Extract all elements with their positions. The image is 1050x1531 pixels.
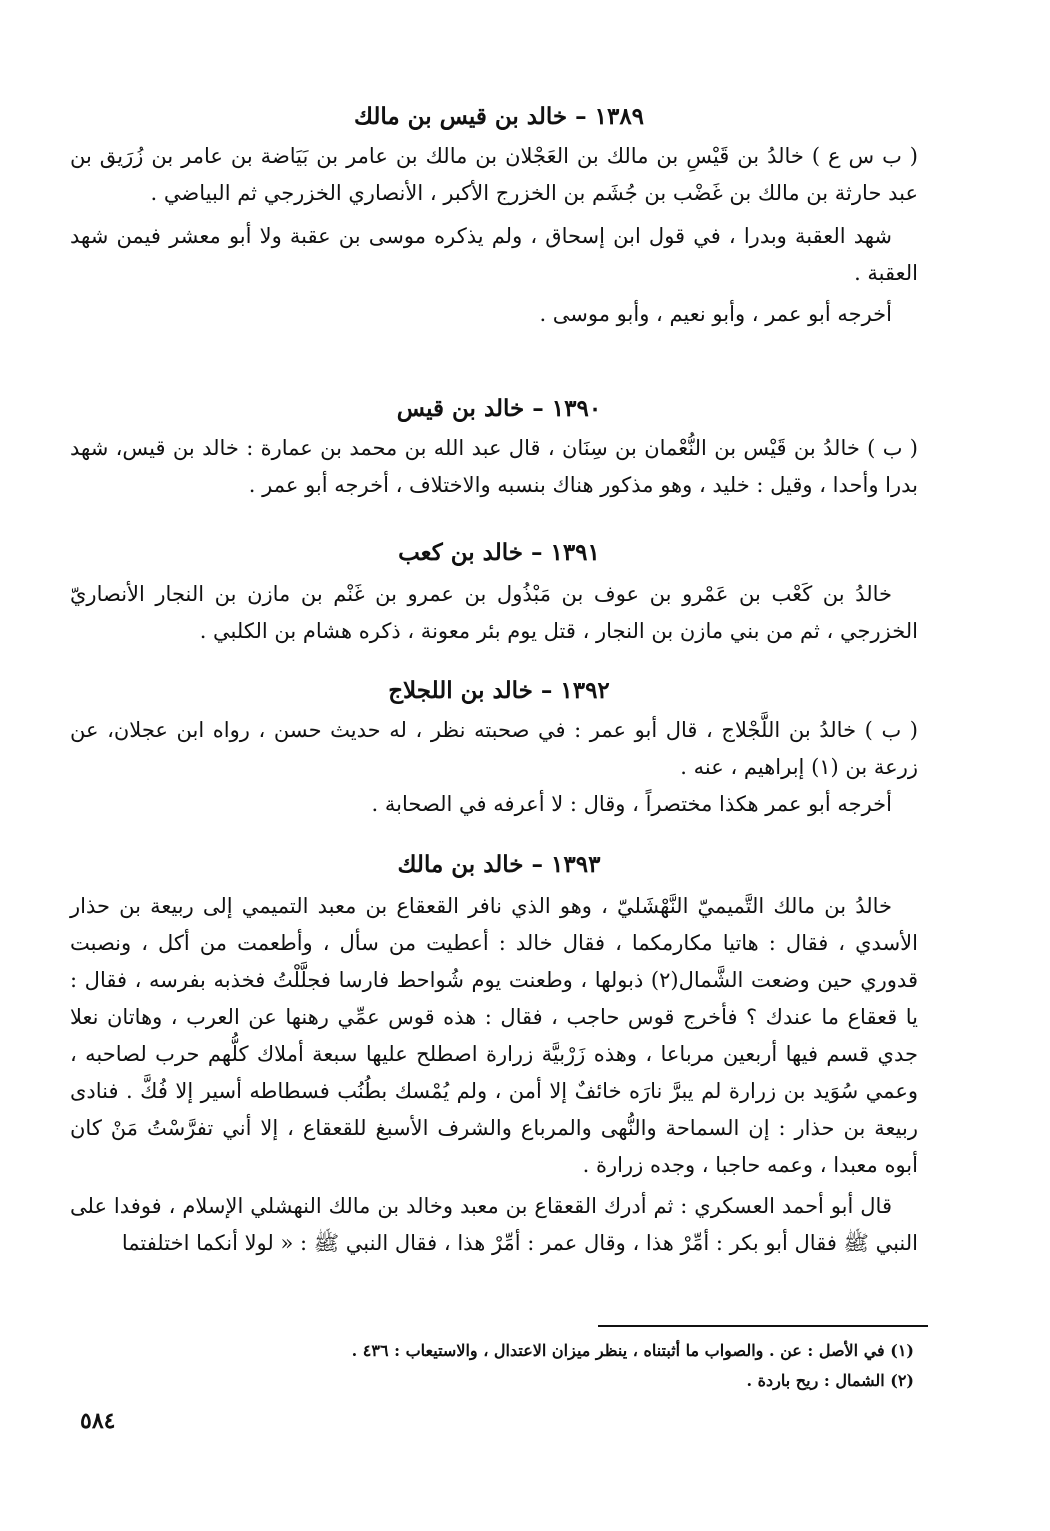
- entry-paragraph: قال أبو أحمد العسكري : ثم أدرك القعقاع بن معبد وخالد بن مالك النهشلي الإسلام ، فوفدا على النبي ﷺ فقال أبو بكر : أمِّرْ هذا ، وقال عمر : أمِّرْ هذا ، فقال النبي ﷺ : « لولا أنكما اختلفتما: [70, 1194, 918, 1255]
- entry-1389: [70, 100, 928, 333]
- footnotes: [70, 1336, 928, 1396]
- entry-1390: [70, 392, 928, 504]
- book-page: [70, 80, 928, 1480]
- footnote-divider: [598, 1325, 928, 1327]
- entry-1392: [70, 674, 928, 823]
- entry-paragraph: ( ب ) خالدُ بن قَيْس بن النُّعْمان بن سِنَان ، قال عبد الله بن محمد بن عمارة : خالد بن قيس، شهد بدرا وأحدا ، وقيل : خليد ، وهو مذكور هناك بنسبه والاختلاف ، أخرجه أبو عمر .: [70, 436, 918, 497]
- entry-1393: [70, 848, 928, 1262]
- entry-paragraph: ( ب س ع ) خالدُ بن قَيْسِ بن مالك بن العَجْلان بن مالك بن عامر بن بَيَاضة بن عامر بن زُرَيق بن عبد حارثة بن مالك بن غَضْب بن جُشَم بن الخزرج الأكبر ، الأنصاري الخزرجي ثم البياضي .: [70, 144, 918, 205]
- entry-1391: [70, 536, 928, 650]
- entry-heading: ١٣٩٣ – خالد بن مالك: [397, 851, 601, 878]
- entry-paragraph: أخرجه أبو عمر هكذا مختصراً ، وقال : لا أعرفه في الصحابة .: [371, 792, 892, 816]
- entry-heading: ١٣٩١ – خالد بن كعب: [398, 539, 600, 566]
- entry-heading: ١٣٩٢ – خالد بن اللجلاج: [388, 677, 610, 704]
- entry-paragraph: ( ب ) خالدُ بن اللَّجْلاج ، قال أبو عمر : في صحبته نظر ، له حديث حسن ، رواه ابن عجلان، عن زرعة بن (١) إبراهيم ، عنه .: [70, 718, 918, 779]
- entry-paragraph: شهد العقبة وبدرا ، في قول ابن إسحاق ، ولم يذكره موسى بن عقبة ولا أبو معشر فيمن شهد العقبة .: [70, 224, 918, 285]
- entry-heading: ١٣٩٠ – خالد بن قيس: [396, 395, 602, 422]
- footnote: (١) في الأصل : عن . والصواب ما أثبتناه ، ينظر ميزان الاعتدال ، والاستيعاب : ٤٣٦ .: [351, 1341, 914, 1360]
- entry-paragraph: خالدُ بن كَعْب بن عَمْرو بن عوف بن مَبْذُول بن عمرو بن غَنْم بن مازن بن النجار الأنصاريّ الخزرجي ، ثم من بني مازن بن النجار ، قتل يوم بئر معونة ، ذكره هشام بن الكلبي .: [70, 582, 918, 643]
- entry-paragraph: أخرجه أبو عمر ، وأبو نعيم ، وأبو موسى .: [539, 302, 892, 326]
- footnote: (٢) الشمال : ريح باردة .: [746, 1371, 914, 1390]
- page-number: ٥٨٤: [80, 1408, 116, 1434]
- entry-heading: ١٣٨٩ – خالد بن قيس بن مالك: [353, 103, 645, 130]
- entry-paragraph: خالدُ بن مالك التَّميميّ النَّهْشَليّ ، وهو الذي نافر القعقاع بن معبد التميمي إلى ربيعة بن حذار الأسدي ، فقال : هاتيا مكارمكما ، فقال خالد : أعطيت من سأل ، وأطعمت من أكل ، ونصبت قدوري حين وضعت الشَّمال(٢) ذبولها ، وطعنت يوم شُواحط فارسا فجلَّلْتُ فخذبه بفرسه ، فقال : يا قعقاع ما عندك ؟ فأخرج قوس حاجب ، فقال : هذه قوس عمِّي رهنها عن العرب ، وهاتان نعلا جدي قسم فيها أربعين مرباعا ، وهذه زَرْبيَّة زرارة اصطلح عليها سبعة أملاك كلُّهم حرب لصاحبه ، وعمي سُوَيد بن زرارة لم يبرَّ نارَه خائفٌ إلا أمن ، ولم يُمْسك بطُنُب فسطاطه أسير إلا فُكَّ . فنادى ربيعة بن حذار : إن السماحة والنُّهى والمرباع والشرف الأسبغ للقعقاع ، إلا أني تفرَّسْتُ مَنْ كان أبوه معبدا ، وعمه حاجبا ، وجده زرارة .: [70, 894, 918, 1177]
